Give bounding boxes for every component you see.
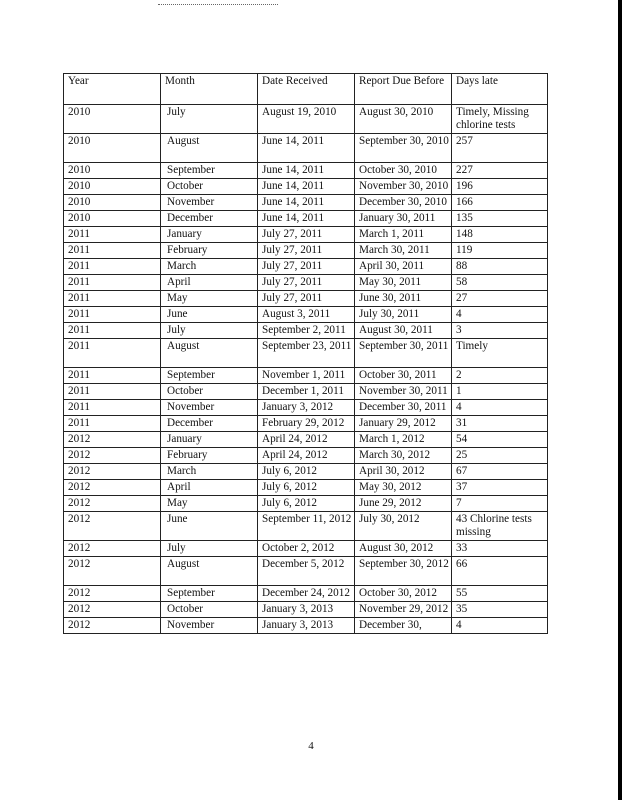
report-due-cell: September 30, 2010: [355, 134, 452, 163]
year-cell: 2011: [64, 275, 161, 291]
month-cell: August: [161, 134, 258, 163]
header-year: Year: [64, 74, 161, 105]
days-late-cell: 257: [452, 134, 548, 163]
report-due-cell: April 30, 2012: [355, 464, 452, 480]
report-due-cell: July 30, 2012: [355, 512, 452, 541]
date-received-cell: August 3, 2011: [258, 307, 355, 323]
date-received-cell: July 6, 2012: [258, 496, 355, 512]
report-due-cell: March 30, 2012: [355, 448, 452, 464]
month-cell: September: [161, 163, 258, 179]
year-cell: 2011: [64, 243, 161, 259]
days-late-cell: 25: [452, 448, 548, 464]
table-row: [64, 586, 548, 602]
table-row: [64, 464, 548, 480]
month-cell: March: [161, 259, 258, 275]
table-row: [64, 432, 548, 448]
date-received-cell: July 6, 2012: [258, 480, 355, 496]
days-late-cell: 43 Chlorine tests missing: [452, 512, 548, 541]
month-cell: July: [161, 105, 258, 134]
page-edge: [618, 0, 622, 800]
days-late-cell: 4: [452, 307, 548, 323]
date-received-cell: January 3, 2013: [258, 618, 355, 634]
table-row: [64, 602, 548, 618]
days-late-cell: 54: [452, 432, 548, 448]
month-cell: December: [161, 211, 258, 227]
table-row: [64, 400, 548, 416]
year-cell: 2011: [64, 291, 161, 307]
table-row: [64, 275, 548, 291]
month-cell: September: [161, 368, 258, 384]
table-row: [64, 480, 548, 496]
header-days-late: Days late: [452, 74, 548, 105]
date-received-cell: August 19, 2010: [258, 105, 355, 134]
report-due-cell: June 30, 2011: [355, 291, 452, 307]
report-due-cell: September 30, 2011: [355, 339, 452, 368]
report-due-cell: October 30, 2010: [355, 163, 452, 179]
year-cell: 2012: [64, 448, 161, 464]
days-late-cell: 67: [452, 464, 548, 480]
header-date-received: Date Received: [258, 74, 355, 105]
year-cell: 2010: [64, 163, 161, 179]
month-cell: July: [161, 541, 258, 557]
year-cell: 2012: [64, 464, 161, 480]
report-due-cell: March 30, 2011: [355, 243, 452, 259]
year-cell: 2011: [64, 227, 161, 243]
date-received-cell: July 27, 2011: [258, 227, 355, 243]
page-number: 4: [308, 740, 314, 752]
date-received-cell: July 6, 2012: [258, 464, 355, 480]
scan-artifact: [158, 4, 278, 6]
year-cell: 2012: [64, 557, 161, 586]
table-row: [64, 368, 548, 384]
header-month: Month: [161, 74, 258, 105]
date-received-cell: September 11, 2012: [258, 512, 355, 541]
year-cell: 2011: [64, 307, 161, 323]
table-row: [64, 384, 548, 400]
days-late-cell: 37: [452, 480, 548, 496]
report-due-cell: June 29, 2012: [355, 496, 452, 512]
days-late-cell: 31: [452, 416, 548, 432]
month-cell: October: [161, 179, 258, 195]
days-late-cell: 33: [452, 541, 548, 557]
days-late-cell: 119: [452, 243, 548, 259]
year-cell: 2012: [64, 512, 161, 541]
days-late-cell: 55: [452, 586, 548, 602]
date-received-cell: July 27, 2011: [258, 243, 355, 259]
table-row: [64, 512, 548, 541]
month-cell: March: [161, 464, 258, 480]
date-received-cell: September 2, 2011: [258, 323, 355, 339]
month-cell: June: [161, 512, 258, 541]
report-due-cell: May 30, 2012: [355, 480, 452, 496]
header-row: [64, 74, 548, 105]
report-due-cell: January 29, 2012: [355, 416, 452, 432]
month-cell: July: [161, 323, 258, 339]
days-late-cell: 27: [452, 291, 548, 307]
date-received-cell: October 2, 2012: [258, 541, 355, 557]
report-due-cell: December 30,: [355, 618, 452, 634]
report-due-cell: December 30, 2011: [355, 400, 452, 416]
table-body: [64, 105, 548, 634]
table-row: [64, 195, 548, 211]
table-row: [64, 227, 548, 243]
month-cell: May: [161, 496, 258, 512]
days-late-cell: 3: [452, 323, 548, 339]
days-late-cell: Timely: [452, 339, 548, 368]
report-due-cell: December 30, 2010: [355, 195, 452, 211]
month-cell: August: [161, 557, 258, 586]
table-row: [64, 259, 548, 275]
year-cell: 2011: [64, 339, 161, 368]
table-row: [64, 557, 548, 586]
month-cell: October: [161, 384, 258, 400]
month-cell: December: [161, 416, 258, 432]
table-row: [64, 416, 548, 432]
table-row: [64, 105, 548, 134]
header-report-due-before: Report Due Before: [355, 74, 452, 105]
year-cell: 2011: [64, 416, 161, 432]
date-received-cell: April 24, 2012: [258, 432, 355, 448]
year-cell: 2012: [64, 496, 161, 512]
month-cell: August: [161, 339, 258, 368]
date-received-cell: June 14, 2011: [258, 179, 355, 195]
report-due-cell: August 30, 2010: [355, 105, 452, 134]
date-received-cell: November 1, 2011: [258, 368, 355, 384]
days-late-cell: 58: [452, 275, 548, 291]
year-cell: 2012: [64, 432, 161, 448]
days-late-cell: 88: [452, 259, 548, 275]
date-received-cell: January 3, 2013: [258, 602, 355, 618]
month-cell: February: [161, 243, 258, 259]
table-row: [64, 496, 548, 512]
year-cell: 2010: [64, 134, 161, 163]
report-due-cell: October 30, 2012: [355, 586, 452, 602]
year-cell: 2011: [64, 384, 161, 400]
month-cell: April: [161, 275, 258, 291]
report-due-cell: August 30, 2012: [355, 541, 452, 557]
days-late-cell: Timely, Missing chlorine tests: [452, 105, 548, 134]
table-row: [64, 211, 548, 227]
year-cell: 2010: [64, 195, 161, 211]
days-late-cell: 1: [452, 384, 548, 400]
year-cell: 2011: [64, 259, 161, 275]
year-cell: 2011: [64, 368, 161, 384]
table-row: [64, 291, 548, 307]
date-received-cell: April 24, 2012: [258, 448, 355, 464]
days-late-cell: 196: [452, 179, 548, 195]
days-late-cell: 4: [452, 618, 548, 634]
days-late-cell: 227: [452, 163, 548, 179]
date-received-cell: January 3, 2012: [258, 400, 355, 416]
report-due-cell: September 30, 2012: [355, 557, 452, 586]
date-received-cell: July 27, 2011: [258, 259, 355, 275]
year-cell: 2010: [64, 179, 161, 195]
report-due-cell: November 30, 2011: [355, 384, 452, 400]
year-cell: 2011: [64, 400, 161, 416]
date-received-cell: June 14, 2011: [258, 211, 355, 227]
month-cell: November: [161, 195, 258, 211]
table-row: [64, 179, 548, 195]
month-cell: January: [161, 227, 258, 243]
date-received-cell: June 14, 2011: [258, 195, 355, 211]
year-cell: 2010: [64, 105, 161, 134]
table-row: [64, 339, 548, 368]
year-cell: 2012: [64, 586, 161, 602]
days-late-cell: 66: [452, 557, 548, 586]
report-table: [63, 73, 548, 634]
month-cell: April: [161, 480, 258, 496]
date-received-cell: June 14, 2011: [258, 163, 355, 179]
date-received-cell: June 14, 2011: [258, 134, 355, 163]
report-due-cell: March 1, 2012: [355, 432, 452, 448]
date-received-cell: February 29, 2012: [258, 416, 355, 432]
month-cell: February: [161, 448, 258, 464]
month-cell: October: [161, 602, 258, 618]
year-cell: 2010: [64, 211, 161, 227]
table-row: [64, 243, 548, 259]
report-due-cell: January 30, 2011: [355, 211, 452, 227]
date-received-cell: December 5, 2012: [258, 557, 355, 586]
table-row: [64, 163, 548, 179]
month-cell: June: [161, 307, 258, 323]
month-cell: May: [161, 291, 258, 307]
report-due-cell: November 30, 2010: [355, 179, 452, 195]
year-cell: 2012: [64, 541, 161, 557]
year-cell: 2011: [64, 323, 161, 339]
report-due-cell: April 30, 2011: [355, 259, 452, 275]
report-due-cell: August 30, 2011: [355, 323, 452, 339]
table-row: [64, 618, 548, 634]
days-late-cell: 166: [452, 195, 548, 211]
report-due-cell: March 1, 2011: [355, 227, 452, 243]
date-received-cell: July 27, 2011: [258, 275, 355, 291]
table-row: [64, 541, 548, 557]
days-late-cell: 148: [452, 227, 548, 243]
table-row: [64, 323, 548, 339]
report-due-cell: October 30, 2011: [355, 368, 452, 384]
month-cell: September: [161, 586, 258, 602]
date-received-cell: December 24, 2012: [258, 586, 355, 602]
date-received-cell: July 27, 2011: [258, 291, 355, 307]
table-row: [64, 134, 548, 163]
days-late-cell: 135: [452, 211, 548, 227]
days-late-cell: 2: [452, 368, 548, 384]
days-late-cell: 4: [452, 400, 548, 416]
year-cell: 2012: [64, 480, 161, 496]
month-cell: November: [161, 618, 258, 634]
table-row: [64, 448, 548, 464]
table-row: [64, 307, 548, 323]
year-cell: 2012: [64, 602, 161, 618]
date-received-cell: September 23, 2011: [258, 339, 355, 368]
days-late-cell: 7: [452, 496, 548, 512]
month-cell: January: [161, 432, 258, 448]
report-due-cell: November 29, 2012: [355, 602, 452, 618]
date-received-cell: December 1, 2011: [258, 384, 355, 400]
year-cell: 2012: [64, 618, 161, 634]
report-due-cell: July 30, 2011: [355, 307, 452, 323]
month-cell: November: [161, 400, 258, 416]
report-due-cell: May 30, 2011: [355, 275, 452, 291]
days-late-cell: 35: [452, 602, 548, 618]
